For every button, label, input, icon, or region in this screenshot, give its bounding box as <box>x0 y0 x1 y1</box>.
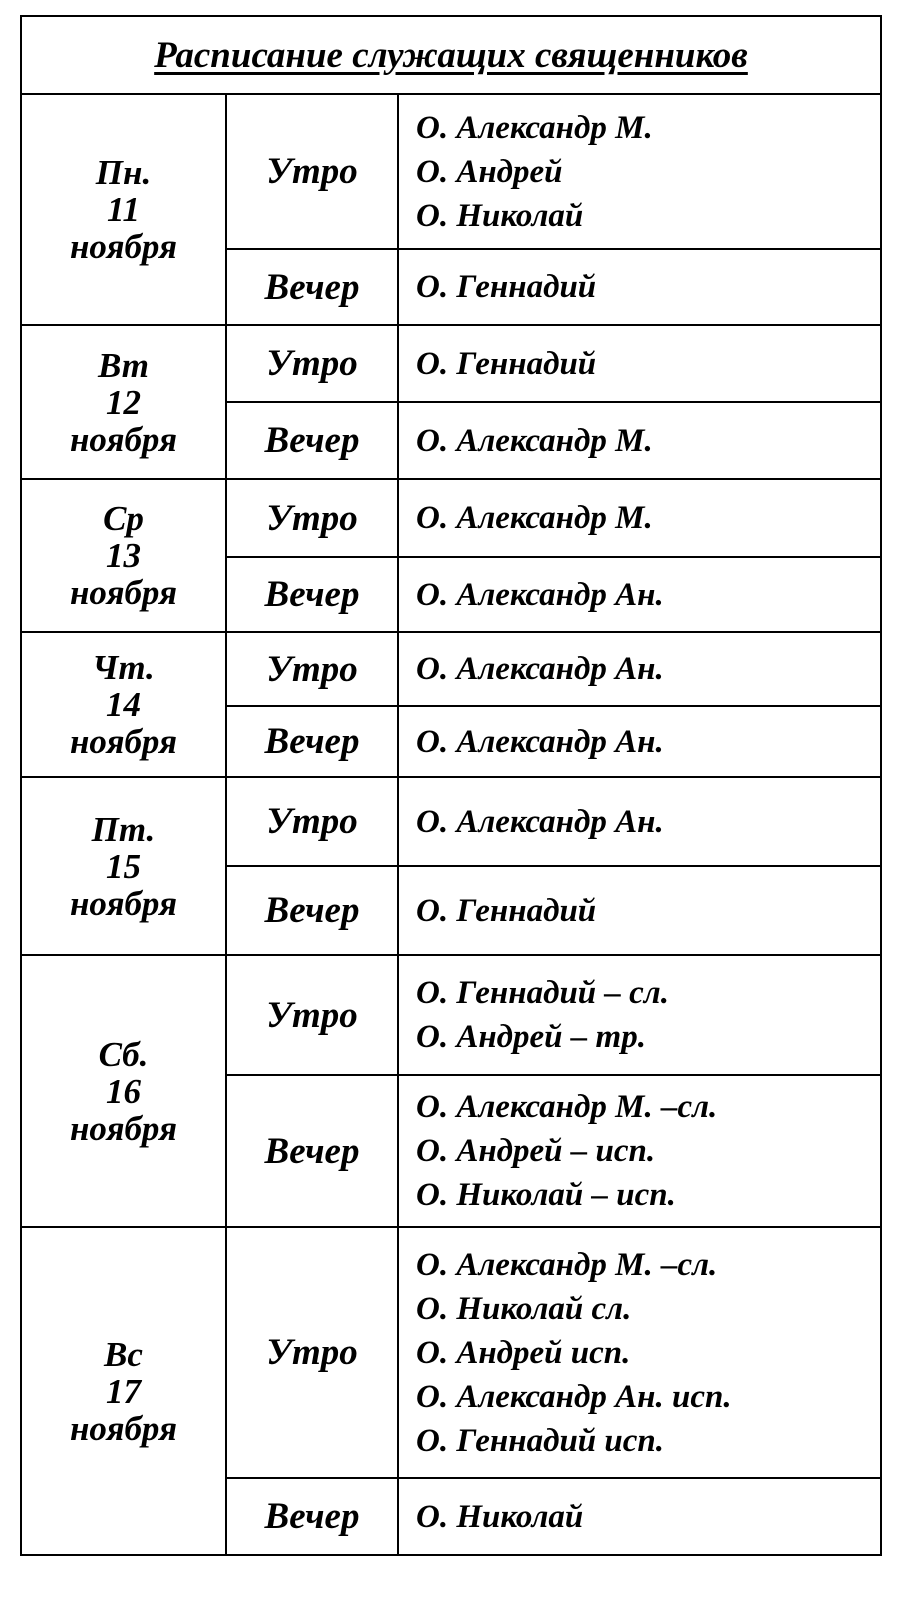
priest-name: О. Александр Ан. <box>416 576 664 613</box>
schedule-row <box>21 1227 881 1478</box>
day-date: 17 <box>106 1371 141 1411</box>
day-weekday: Пт. <box>91 809 156 849</box>
priests-cell <box>398 866 881 955</box>
day-date: 15 <box>106 846 141 886</box>
period-cell: Вечер <box>226 249 398 325</box>
priest-name: О. Александр Ан. исп. <box>416 1378 732 1415</box>
day-month: ноября <box>69 1108 178 1148</box>
period-cell: Утро <box>226 777 398 866</box>
schedule-row <box>21 325 881 402</box>
day-cell <box>21 777 226 955</box>
day-cell <box>21 632 226 777</box>
day-date: 14 <box>106 685 141 724</box>
priest-name: О. Александр Ан. <box>416 803 664 840</box>
period-cell: Утро <box>226 1227 398 1478</box>
period-cell: Утро <box>226 479 398 557</box>
priest-name: О. Андрей – исп. <box>416 1133 656 1169</box>
priest-name: О. Геннадий <box>416 892 597 929</box>
priest-name: О. Геннадий исп. <box>416 1422 664 1459</box>
priests-cell <box>398 94 881 249</box>
day-cell <box>21 325 226 479</box>
day-month: ноября <box>69 573 178 612</box>
schedule-row <box>21 777 881 866</box>
priests-cell <box>398 1478 881 1555</box>
day-date: 13 <box>106 536 141 575</box>
day-cell <box>21 1227 226 1555</box>
period-cell: Вечер <box>226 1478 398 1555</box>
title-row <box>21 16 881 94</box>
day-weekday: Вс <box>104 1334 143 1374</box>
day-weekday: Ср <box>103 499 144 538</box>
schedule-table <box>20 15 882 1556</box>
day-month: ноября <box>69 1408 178 1448</box>
period-cell: Вечер <box>226 402 398 479</box>
period-cell: Вечер <box>226 866 398 955</box>
priest-name: О. Андрей исп. <box>416 1334 631 1371</box>
day-weekday: Вт <box>98 345 149 385</box>
schedule-row <box>21 479 881 557</box>
day-cell <box>21 479 226 632</box>
priests-cell <box>398 479 881 557</box>
period-cell: Утро <box>226 325 398 402</box>
schedule-body <box>21 16 881 1555</box>
period-cell: Вечер <box>226 706 398 777</box>
day-month: ноября <box>69 419 178 459</box>
period-cell: Вечер <box>226 1075 398 1227</box>
priest-name: О. Геннадий <box>416 269 597 305</box>
schedule-row <box>21 632 881 706</box>
period-cell: Утро <box>226 632 398 706</box>
page-title: Расписание служащих священников <box>154 34 748 76</box>
priests-cell <box>398 632 881 706</box>
priests-cell <box>398 249 881 325</box>
day-date: 12 <box>106 382 141 422</box>
priest-name: О. Александр М. <box>416 500 653 536</box>
priests-cell <box>398 706 881 777</box>
priest-name: О. Александр М. –сл. <box>416 1246 718 1283</box>
day-cell <box>21 94 226 325</box>
priests-cell <box>398 955 881 1075</box>
priest-name: О. Андрей – тр. <box>416 1019 646 1055</box>
priest-name: О. Николай <box>416 197 584 234</box>
priests-cell <box>398 777 881 866</box>
priest-name: О. Александр Ан. <box>416 723 664 760</box>
priest-name: О. Геннадий – сл. <box>416 975 669 1011</box>
period-cell: Утро <box>226 955 398 1075</box>
day-date: 11 <box>106 190 141 229</box>
title-cell <box>21 16 881 94</box>
day-month: ноября <box>69 227 178 266</box>
priest-name: О. Александр М. <box>416 422 653 459</box>
priest-name: О. Александр Ан. <box>416 651 664 687</box>
priest-name: О. Андрей <box>416 153 563 190</box>
day-cell <box>21 955 226 1227</box>
priest-name: О. Николай <box>416 1498 584 1535</box>
day-weekday: Чт. <box>92 648 155 687</box>
day-month: ноября <box>69 883 178 923</box>
priests-cell <box>398 325 881 402</box>
priest-name: О. Александр М. <box>416 109 653 146</box>
priests-cell <box>398 1075 881 1227</box>
priest-name: О. Николай – исп. <box>416 1177 676 1213</box>
period-cell: Вечер <box>226 557 398 632</box>
priests-cell <box>398 1227 881 1478</box>
day-date: 16 <box>106 1071 141 1111</box>
priest-name: О. Александр М. –сл. <box>416 1089 718 1125</box>
priests-cell <box>398 402 881 479</box>
day-weekday: Пн. <box>95 153 152 192</box>
schedule-row <box>21 94 881 249</box>
day-weekday: Сб. <box>98 1034 149 1074</box>
priest-name: О. Геннадий <box>416 345 597 382</box>
priest-name: О. Николай сл. <box>416 1290 632 1327</box>
period-cell: Утро <box>226 94 398 249</box>
priests-cell <box>398 557 881 632</box>
day-month: ноября <box>69 722 178 761</box>
schedule-row <box>21 955 881 1075</box>
